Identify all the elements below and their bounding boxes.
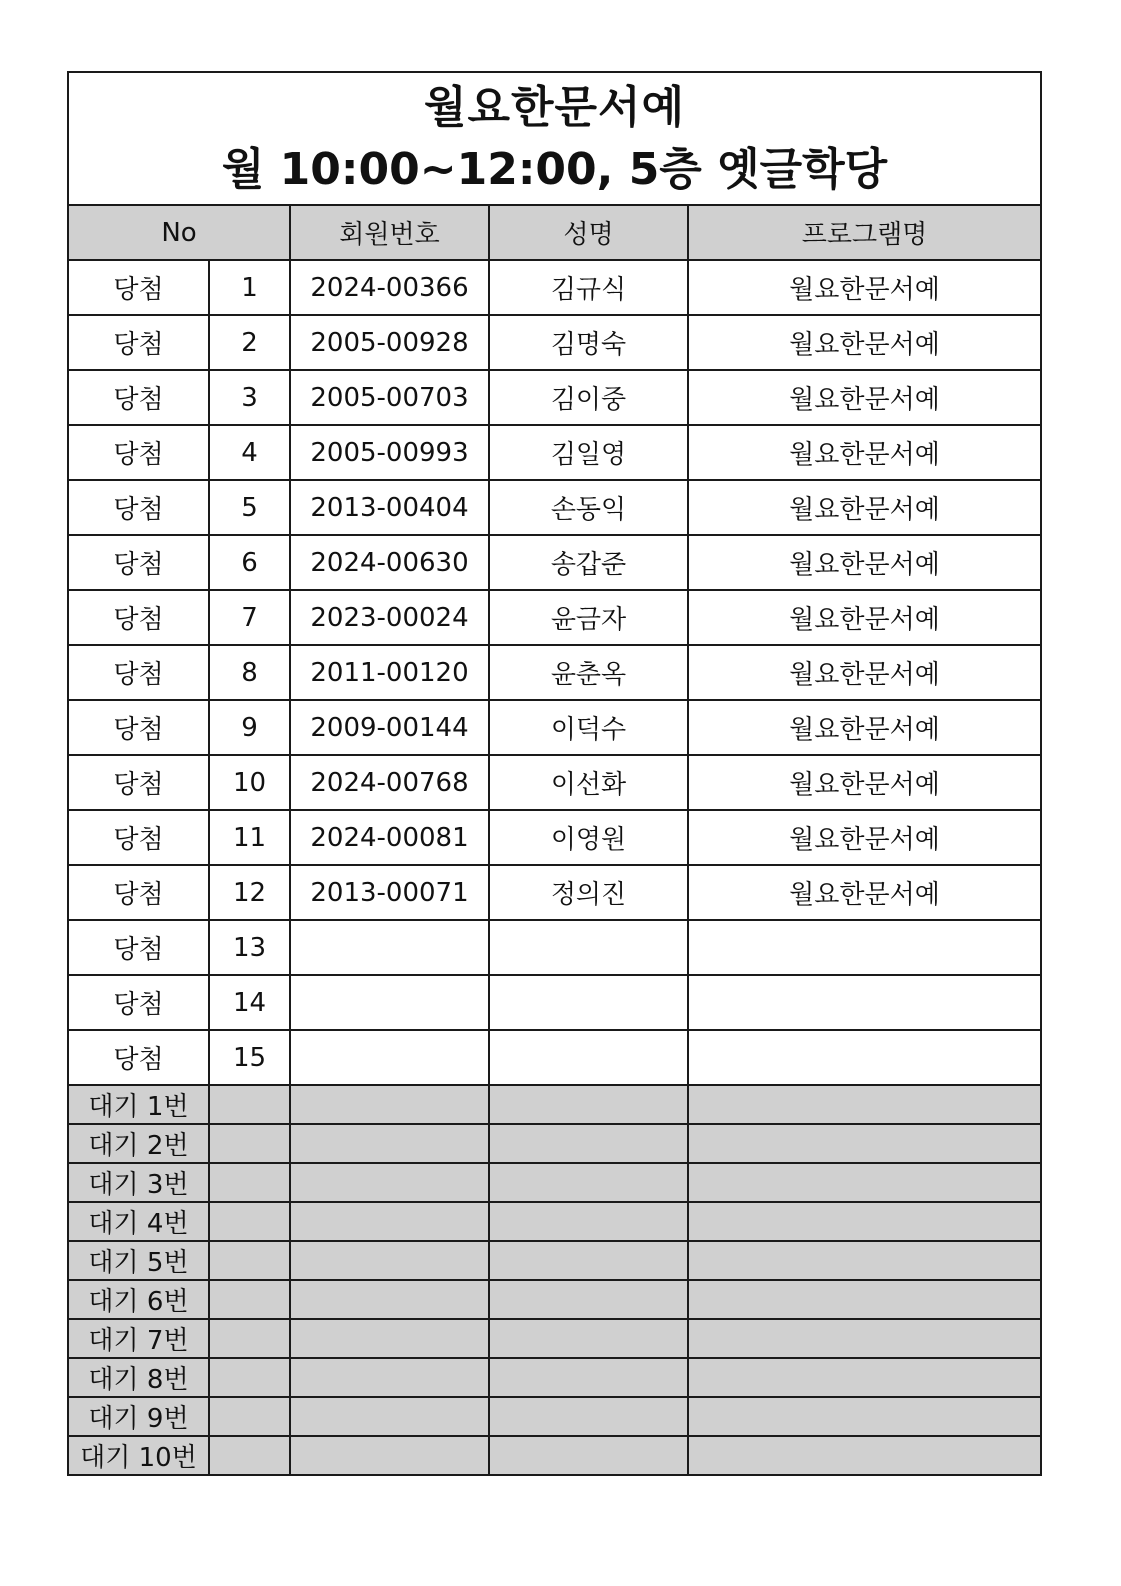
- winner-name: [489, 975, 688, 1030]
- winner-row: [68, 590, 1041, 645]
- waitlist-name: [489, 1280, 688, 1319]
- waitlist-member-id: [290, 1319, 489, 1358]
- winner-name: 김규식: [489, 260, 688, 315]
- winner-program: 월요한문서예: [688, 590, 1041, 645]
- winner-member-id: 2023-00024: [290, 590, 489, 645]
- waitlist-name: [489, 1085, 688, 1124]
- waitlist-row: [68, 1202, 1041, 1241]
- title-row: [68, 72, 1041, 205]
- winner-row: [68, 260, 1041, 315]
- winner-name: 윤금자: [489, 590, 688, 645]
- winner-name: 김이중: [489, 370, 688, 425]
- winner-row: [68, 1030, 1041, 1085]
- waitlist-program: [688, 1280, 1041, 1319]
- program-title: 월요한문서예: [424, 81, 686, 133]
- waitlist-program: [688, 1436, 1041, 1475]
- winner-number: 13: [209, 920, 290, 975]
- winner-member-id: 2005-00993: [290, 425, 489, 480]
- winner-name: 김명숙: [489, 315, 688, 370]
- waitlist-number: [209, 1319, 290, 1358]
- header-no: No: [68, 205, 290, 260]
- waitlist-row: [68, 1163, 1041, 1202]
- winner-number: 12: [209, 865, 290, 920]
- winner-member-id: 2024-00768: [290, 755, 489, 810]
- waitlist-number: [209, 1163, 290, 1202]
- winner-status: 당첨: [68, 975, 209, 1030]
- winner-name: [489, 1030, 688, 1085]
- waitlist-program: [688, 1085, 1041, 1124]
- waitlist-program: [688, 1202, 1041, 1241]
- winner-status: 당첨: [68, 370, 209, 425]
- winner-member-id: 2005-00703: [290, 370, 489, 425]
- waitlist-row: [68, 1358, 1041, 1397]
- winner-number: 8: [209, 645, 290, 700]
- title-cell: [68, 72, 1041, 205]
- winner-name: 윤춘옥: [489, 645, 688, 700]
- winner-name: 손동익: [489, 480, 688, 535]
- winner-program: 월요한문서예: [688, 480, 1041, 535]
- winner-row: [68, 810, 1041, 865]
- winner-program: 월요한문서예: [688, 810, 1041, 865]
- winner-program: 월요한문서예: [688, 425, 1041, 480]
- winner-name: 이선화: [489, 755, 688, 810]
- waitlist-member-id: [290, 1202, 489, 1241]
- winner-row: [68, 645, 1041, 700]
- waitlist-name: [489, 1358, 688, 1397]
- waitlist-member-id: [290, 1124, 489, 1163]
- header-program: 프로그램명: [688, 205, 1041, 260]
- waitlist-row: [68, 1085, 1041, 1124]
- waitlist-label: 대기 10번: [68, 1436, 209, 1475]
- waitlist-label: 대기 4번: [68, 1202, 209, 1241]
- waitlist-number: [209, 1358, 290, 1397]
- winner-program: [688, 975, 1041, 1030]
- winner-status: 당첨: [68, 315, 209, 370]
- waitlist-number: [209, 1436, 290, 1475]
- waitlist-member-id: [290, 1436, 489, 1475]
- winner-program: 월요한문서예: [688, 645, 1041, 700]
- winner-number: 3: [209, 370, 290, 425]
- winner-name: 이영원: [489, 810, 688, 865]
- waitlist-label: 대기 7번: [68, 1319, 209, 1358]
- winner-number: 9: [209, 700, 290, 755]
- winner-status: 당첨: [68, 810, 209, 865]
- waitlist-number: [209, 1124, 290, 1163]
- waitlist-member-id: [290, 1397, 489, 1436]
- lottery-result-table: [67, 71, 1042, 1476]
- header-row: [68, 205, 1041, 260]
- winner-number: 7: [209, 590, 290, 645]
- winner-member-id: [290, 975, 489, 1030]
- waitlist-row: [68, 1124, 1041, 1163]
- waitlist-name: [489, 1124, 688, 1163]
- winner-program: 월요한문서예: [688, 315, 1041, 370]
- winner-program: 월요한문서예: [688, 370, 1041, 425]
- winner-member-id: [290, 1030, 489, 1085]
- waitlist-label: 대기 9번: [68, 1397, 209, 1436]
- winner-status: 당첨: [68, 865, 209, 920]
- waitlist-label: 대기 5번: [68, 1241, 209, 1280]
- winner-member-id: [290, 920, 489, 975]
- waitlist-member-id: [290, 1085, 489, 1124]
- winner-member-id: 2011-00120: [290, 645, 489, 700]
- winner-member-id: 2013-00404: [290, 480, 489, 535]
- waitlist-row: [68, 1436, 1041, 1475]
- waitlist-row: [68, 1241, 1041, 1280]
- winner-member-id: 2005-00928: [290, 315, 489, 370]
- waitlist-number: [209, 1202, 290, 1241]
- waitlist-row: [68, 1280, 1041, 1319]
- waitlist-member-id: [290, 1163, 489, 1202]
- winner-number: 10: [209, 755, 290, 810]
- waitlist-program: [688, 1124, 1041, 1163]
- winner-status: 당첨: [68, 590, 209, 645]
- waitlist-number: [209, 1280, 290, 1319]
- winner-program: [688, 1030, 1041, 1085]
- winner-program: [688, 920, 1041, 975]
- winner-row: [68, 480, 1041, 535]
- winner-number: 5: [209, 480, 290, 535]
- waitlist-label: 대기 6번: [68, 1280, 209, 1319]
- waitlist-number: [209, 1397, 290, 1436]
- winner-status: 당첨: [68, 920, 209, 975]
- winner-row: [68, 755, 1041, 810]
- winner-number: 4: [209, 425, 290, 480]
- waitlist-program: [688, 1358, 1041, 1397]
- waitlist-program: [688, 1163, 1041, 1202]
- winner-name: 정의진: [489, 865, 688, 920]
- waitlist-name: [489, 1202, 688, 1241]
- winner-member-id: 2024-00630: [290, 535, 489, 590]
- winner-member-id: 2024-00366: [290, 260, 489, 315]
- waitlist-member-id: [290, 1358, 489, 1397]
- waitlist-number: [209, 1085, 290, 1124]
- waitlist-row: [68, 1397, 1041, 1436]
- winner-member-id: 2013-00071: [290, 865, 489, 920]
- waitlist-number: [209, 1241, 290, 1280]
- winner-number: 2: [209, 315, 290, 370]
- winner-name: 김일영: [489, 425, 688, 480]
- winner-row: [68, 865, 1041, 920]
- winner-name: [489, 920, 688, 975]
- winner-status: 당첨: [68, 425, 209, 480]
- winner-status: 당첨: [68, 645, 209, 700]
- waitlist-name: [489, 1436, 688, 1475]
- winner-status: 당첨: [68, 535, 209, 590]
- winner-program: 월요한문서예: [688, 865, 1041, 920]
- winner-status: 당첨: [68, 1030, 209, 1085]
- waitlist-name: [489, 1397, 688, 1436]
- waitlist-label: 대기 1번: [68, 1085, 209, 1124]
- winner-name: 송갑준: [489, 535, 688, 590]
- winner-name: 이덕수: [489, 700, 688, 755]
- waitlist-name: [489, 1319, 688, 1358]
- waitlist-member-id: [290, 1280, 489, 1319]
- waitlist-label: 대기 8번: [68, 1358, 209, 1397]
- winner-program: 월요한문서예: [688, 700, 1041, 755]
- waitlist-name: [489, 1241, 688, 1280]
- winner-program: 월요한문서예: [688, 755, 1041, 810]
- header-name: 성명: [489, 205, 688, 260]
- winner-row: [68, 920, 1041, 975]
- winner-member-id: 2009-00144: [290, 700, 489, 755]
- waitlist-member-id: [290, 1241, 489, 1280]
- winner-row: [68, 315, 1041, 370]
- waitlist-program: [688, 1319, 1041, 1358]
- winner-row: [68, 975, 1041, 1030]
- program-schedule: 월 10:00~12:00, 5층 옛글학당: [221, 143, 888, 195]
- winner-row: [68, 425, 1041, 480]
- winner-number: 15: [209, 1030, 290, 1085]
- winner-number: 11: [209, 810, 290, 865]
- winner-number: 14: [209, 975, 290, 1030]
- winner-row: [68, 535, 1041, 590]
- winner-status: 당첨: [68, 755, 209, 810]
- header-member-id: 회원번호: [290, 205, 489, 260]
- waitlist-row: [68, 1319, 1041, 1358]
- winner-status: 당첨: [68, 700, 209, 755]
- waitlist-label: 대기 2번: [68, 1124, 209, 1163]
- winner-member-id: 2024-00081: [290, 810, 489, 865]
- winner-program: 월요한문서예: [688, 260, 1041, 315]
- winner-row: [68, 700, 1041, 755]
- winner-program: 월요한문서예: [688, 535, 1041, 590]
- winner-number: 6: [209, 535, 290, 590]
- winner-row: [68, 370, 1041, 425]
- waitlist-name: [489, 1163, 688, 1202]
- winner-status: 당첨: [68, 480, 209, 535]
- waitlist-program: [688, 1241, 1041, 1280]
- waitlist-program: [688, 1397, 1041, 1436]
- waitlist-label: 대기 3번: [68, 1163, 209, 1202]
- winner-status: 당첨: [68, 260, 209, 315]
- winner-number: 1: [209, 260, 290, 315]
